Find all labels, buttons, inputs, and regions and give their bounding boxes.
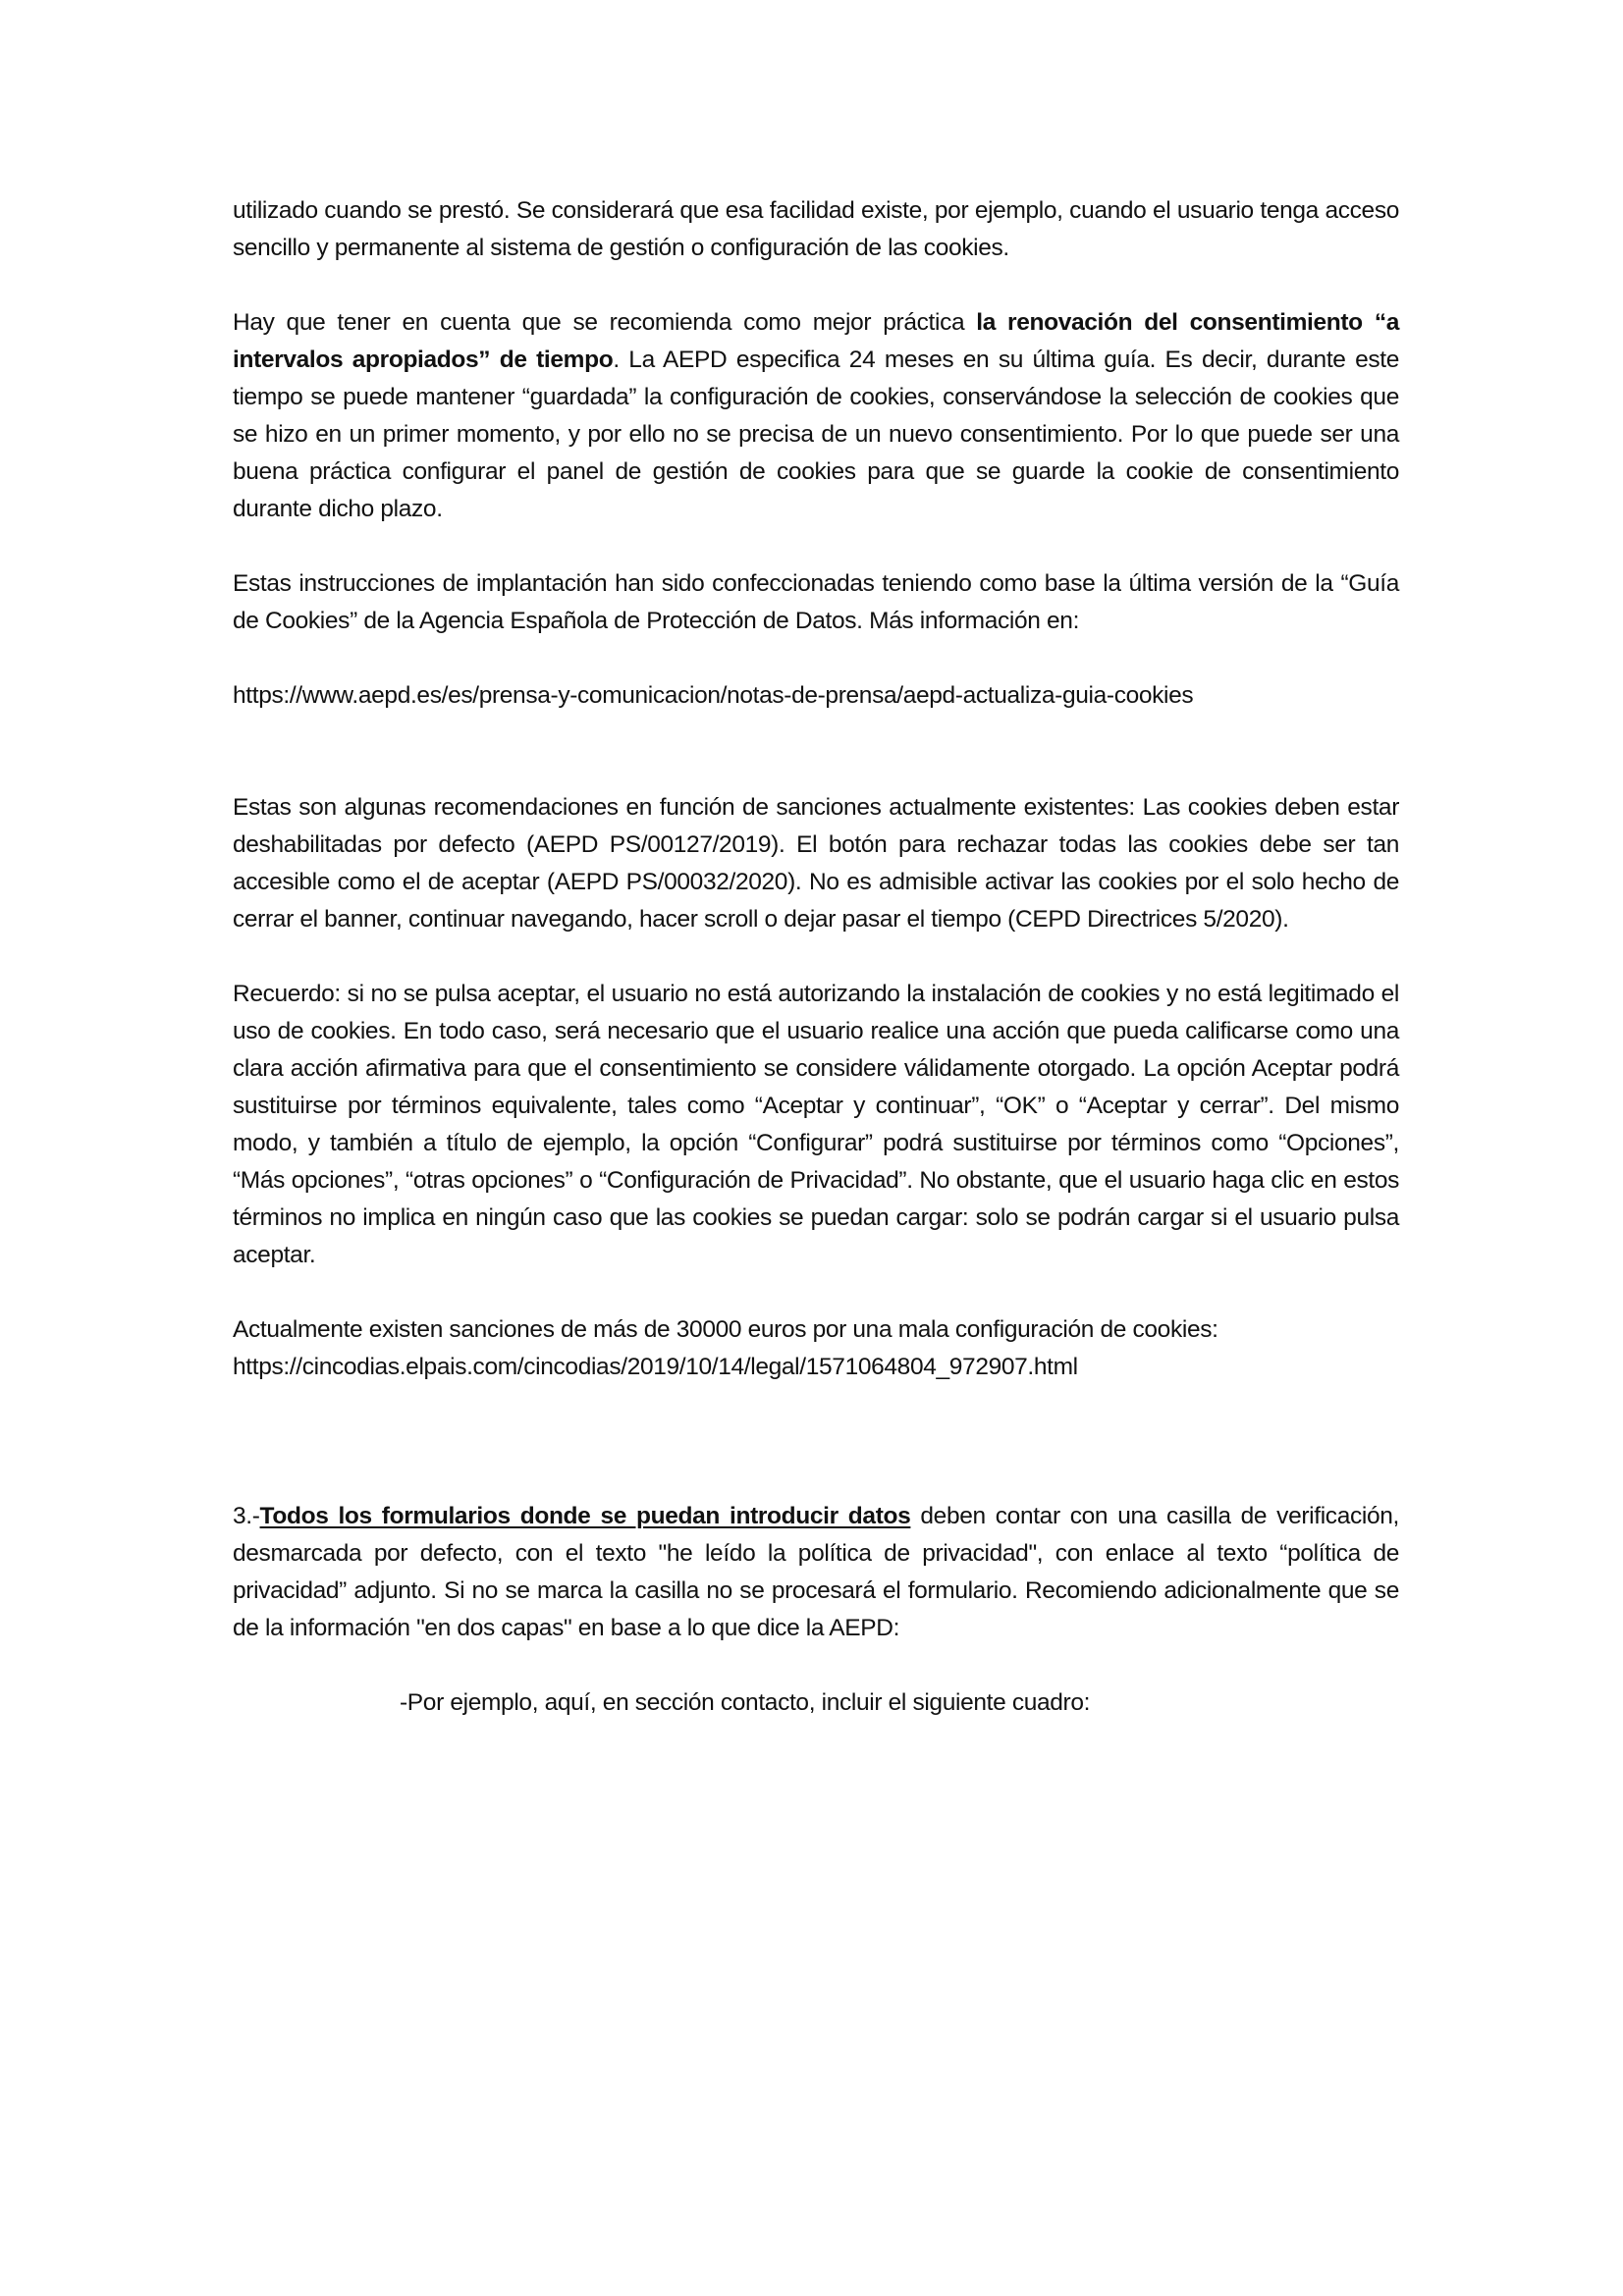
paragraph-consent-renewal — [233, 304, 1399, 528]
renewal-intro-text: Hay que tener en cuenta que se recomienda como mejor práctica — [233, 309, 977, 336]
renewal-bold-text: la renovación del consentimiento “a intervalos apropiados” de tiempo — [233, 309, 1399, 373]
paragraph-consent-withdrawal: utilizado cuando se prestó. Se considerará que esa facilidad existe, por ejemplo, cuando el usuario tenga acceso sencillo y permanente al sistema de gestión o configuración de las cookies. — [233, 197, 1399, 261]
paragraph-sanctions-recommendations: Estas son algunas recomendaciones en función de sanciones actualmente existentes: Las cookies deben estar deshabilitadas por defecto (AEPD PS/00127/2019). El botón para rechazar todas las cookies debe ser tan accesible como el de aceptar (AEPD PS/00032/2020). No es admisible activar las cookies por el solo hecho de cerrar el banner, continuar navegando, hacer scroll o dejar pasar el tiempo (CEPD Directrices 5/2020). — [233, 794, 1399, 933]
forms-heading-underlined: Todos los formularios donde se puedan introducir datos — [259, 1503, 911, 1529]
aepd-link[interactable] — [233, 677, 1399, 715]
paragraph-fines: Actualmente existen sanciones de más de 30000 euros por una mala configuración de cookies: — [233, 1316, 1218, 1343]
document-page — [233, 192, 1399, 1722]
paragraph-guide-reference: Estas instrucciones de implantación han sido confeccionadas teniendo como base la última versión de la “Guía de Cookies” de la Agencia Española de Protección de Datos. Más información en: — [233, 570, 1399, 634]
aepd-url[interactable]: https://www.aepd.es/es/prensa-y-comunicacion/notas-de-prensa/aepd-actualiza-guia-cookies — [233, 682, 1194, 709]
forms-rest-text: deben contar con una casilla de verificación, desmarcada por defecto, con el texto "he leído la política de privacidad", con enlace al texto “política de privacidad” adjunto. Si no se marca la casilla no se procesará el formulario. Recomiendo adicionalmente que se de la información "en dos capas" en base a lo que dice la AEPD: — [233, 1503, 1399, 1641]
section-number: 3.- — [233, 1503, 260, 1529]
cincodias-link[interactable] — [233, 1349, 1399, 1386]
paragraph-contact-example: -Por ejemplo, aquí, en sección contacto, incluir el siguiente cuadro: — [400, 1689, 1091, 1716]
paragraph-reminder: Recuerdo: si no se pulsa aceptar, el usuario no está autorizando la instalación de cookies y no está legitimado el uso de cookies. En todo caso, será necesario que el usuario realice una acción que pueda calificarse como una clara acción afirmativa para que el consentimiento se considere válidamente otorgado. La opción Aceptar podrá sustituirse por términos equivalente, tales como “Aceptar y continuar”, “OK” o “Aceptar y cerrar”. Del mismo modo, y también a título de ejemplo, la opción “Configurar” podrá sustituirse por términos como “Opciones”, “Más opciones”, “otras opciones” o “Configuración de Privacidad”. No obstante, que el usuario haga clic en estos términos no implica en ningún caso que las cookies se puedan cargar: solo se podrán cargar si el usuario pulsa aceptar. — [233, 981, 1399, 1268]
cincodias-url[interactable]: https://cincodias.elpais.com/cincodias/2019/10/14/legal/1571064804_972907.html — [233, 1354, 1078, 1380]
renewal-rest-text: . La AEPD especifica 24 meses en su última guía. Es decir, durante este tiempo se puede mantener “guardada” la configuración de cookies, conservándose la selección de cookies que se hizo en un primer momento, y por ello no se precisa de un nuevo consentimiento. Por lo que puede ser una buena práctica configurar el panel de gestión de cookies para que se guarde la cookie de consentimiento durante dicho plazo. — [233, 347, 1399, 522]
paragraph-forms-requirement — [233, 1498, 1399, 1647]
